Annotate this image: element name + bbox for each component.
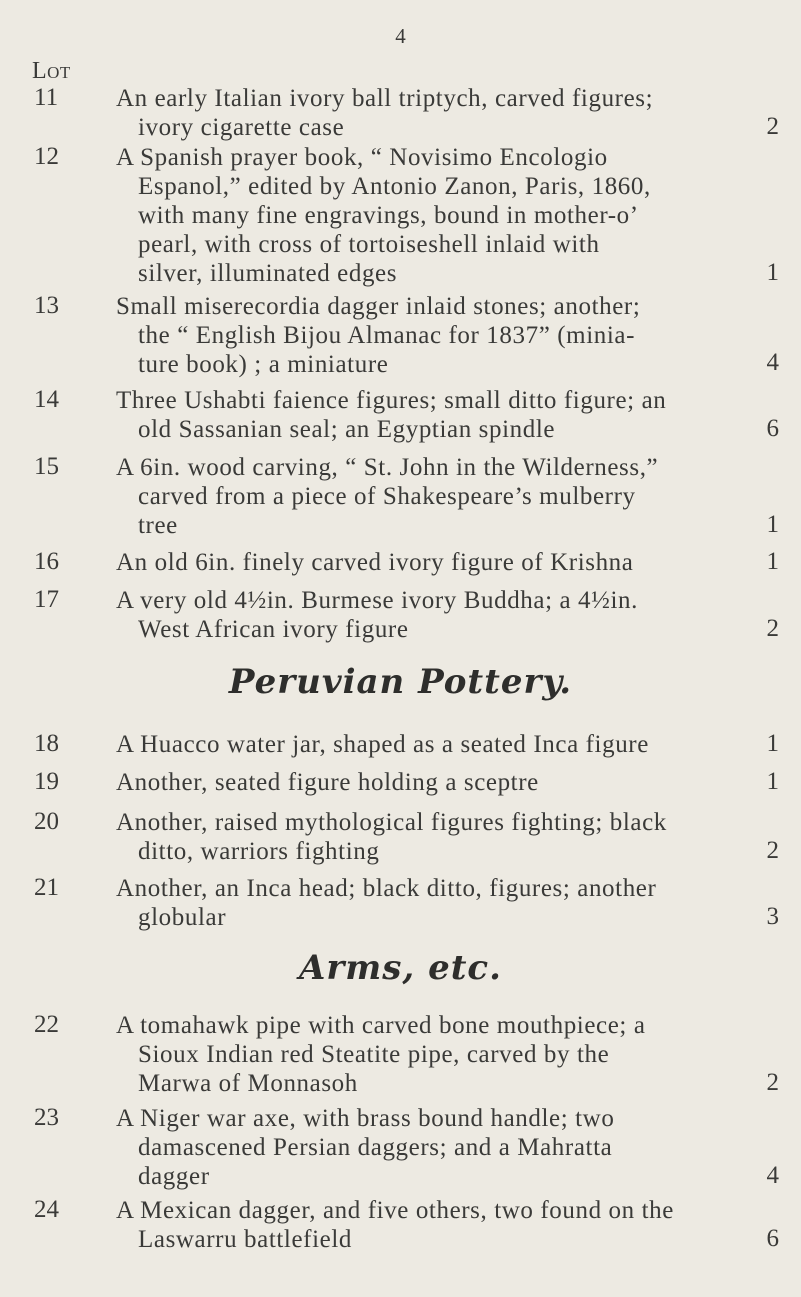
lot-description	[116, 453, 706, 540]
description-line: dagger	[138, 1163, 210, 1190]
lot-quantity: 4	[766, 349, 779, 376]
page-number: 4	[395, 24, 406, 48]
description-line: ditto, warriors fighting	[138, 838, 380, 865]
description-line: Another, an Inca head; black ditto, figures; another	[116, 875, 657, 902]
description-line: globular	[138, 904, 227, 931]
description-line: tree	[138, 512, 178, 539]
description-line: Sioux Indian red Steatite pipe, carved by the	[138, 1041, 610, 1068]
lot-description	[116, 548, 706, 577]
lot-quantity: 2	[766, 837, 779, 864]
lot-number: 19	[34, 768, 59, 795]
lot-quantity: 6	[766, 415, 779, 442]
description-line: with many fine engravings, bound in mother-o’	[138, 202, 639, 229]
description-line: pearl, with cross of tortoiseshell inlaid with	[138, 231, 600, 258]
description-line: Small miserecordia dagger inlaid stones; another;	[116, 293, 641, 320]
lot-quantity: 2	[766, 113, 779, 140]
lot-quantity: 2	[766, 615, 779, 642]
description-line: A Mexican dagger, and five others, two found on the	[116, 1197, 674, 1224]
description-line: old Sassanian seal; an Egyptian spindle	[138, 416, 556, 443]
description-line: Another, seated figure holding a sceptre	[116, 769, 539, 796]
lot-description	[116, 808, 706, 866]
lot-number: 18	[34, 730, 59, 757]
lot-quantity: 1	[766, 548, 779, 575]
description-line: West African ivory figure	[138, 616, 409, 643]
lot-description	[116, 586, 706, 644]
description-line: Espanol,” edited by Antonio Zanon, Paris, 1860,	[138, 173, 651, 200]
lot-number: 15	[34, 453, 59, 480]
description-line: silver, illuminated edges	[138, 260, 398, 287]
lot-number: 21	[34, 874, 59, 901]
lot-number: 14	[34, 386, 59, 413]
description-line: A very old 4½in. Burmese ivory Buddha; a 4½in.	[116, 587, 638, 614]
lot-number: 12	[34, 143, 59, 170]
lot-description	[116, 874, 706, 932]
lot-description	[116, 1196, 706, 1254]
lot-number: 20	[34, 808, 59, 835]
lot-description	[116, 1011, 706, 1098]
description-line: ture book) ; a miniature	[138, 351, 389, 378]
lot-quantity: 2	[766, 1069, 779, 1096]
lot-description	[116, 84, 706, 142]
lot-description	[116, 1104, 706, 1191]
section-heading-arms: Arms, etc.	[299, 948, 502, 988]
description-line: A Spanish prayer book, “ Novisimo Encologio	[116, 144, 608, 171]
description-line: A 6in. wood carving, “ St. John in the Wilderness,”	[116, 454, 659, 481]
lot-quantity: 1	[766, 511, 779, 538]
lot-quantity: 3	[766, 903, 779, 930]
section-heading-peruvian-pottery: Peruvian Pottery.	[228, 662, 573, 702]
lot-number: 11	[34, 84, 59, 111]
description-line: Laswarru battlefield	[138, 1226, 352, 1253]
description-line: Three Ushabti faience figures; small ditto figure; an	[116, 387, 667, 414]
lot-number: 17	[34, 586, 59, 613]
description-line: A tomahawk pipe with carved bone mouthpiece; a	[116, 1012, 646, 1039]
description-line: Marwa of Monnasoh	[138, 1070, 358, 1097]
description-line: carved from a piece of Shakespeare’s mulberry	[138, 483, 636, 510]
description-line: Another, raised mythological figures fighting; black	[116, 809, 667, 836]
lot-number: 24	[34, 1196, 59, 1223]
description-line: damascened Persian daggers; and a Mahratta	[138, 1134, 613, 1161]
lot-description	[116, 143, 706, 288]
description-line: the “ English Bijou Almanac for 1837” (minia-	[138, 322, 636, 349]
lot-number: 13	[34, 292, 59, 319]
lot-number: 16	[34, 548, 59, 575]
lot-description	[116, 386, 706, 444]
description-line: An early Italian ivory ball triptych, carved figures;	[116, 85, 654, 112]
lot-number: 22	[34, 1011, 59, 1038]
lot-quantity: 1	[766, 259, 779, 286]
lot-quantity: 6	[766, 1225, 779, 1252]
lot-quantity: 1	[766, 768, 779, 795]
lot-quantity: 1	[766, 730, 779, 757]
lot-number: 23	[34, 1104, 59, 1131]
lot-description	[116, 768, 706, 797]
description-line: ivory cigarette case	[138, 114, 345, 141]
description-line: An old 6in. finely carved ivory figure of Krishna	[116, 549, 634, 576]
description-line: A Niger war axe, with brass bound handle; two	[116, 1105, 615, 1132]
lot-description	[116, 730, 706, 759]
description-line: A Huacco water jar, shaped as a seated Inca figure	[116, 731, 649, 758]
lot-quantity: 4	[766, 1162, 779, 1189]
lot-description	[116, 292, 706, 379]
lot-column-header: Lot	[32, 58, 71, 84]
